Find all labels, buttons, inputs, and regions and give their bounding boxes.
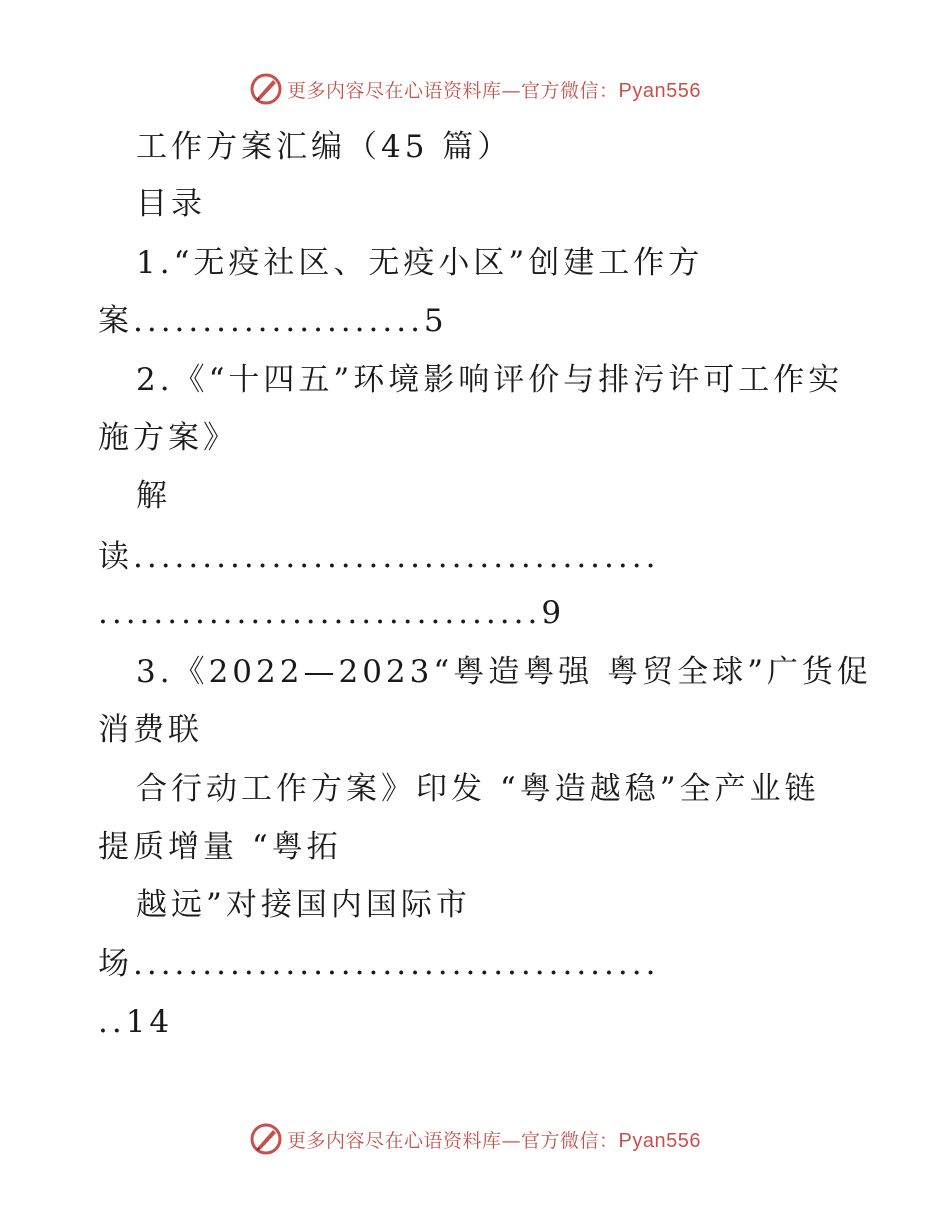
toc-line: 场......................................	[98, 946, 660, 982]
quill-pen-logo-icon	[249, 1122, 283, 1156]
toc-line: 提质增量 “粤拓	[98, 829, 342, 865]
toc-line: 解	[136, 478, 171, 514]
watermark-text: 更多内容尽在心语资料库—官方微信：Pyan556	[287, 1129, 701, 1152]
toc-heading: 目录	[136, 186, 206, 222]
footer-watermark	[0, 1122, 950, 1156]
wechat-id: Pyan556	[618, 1129, 701, 1152]
toc-line: 消费联	[98, 712, 203, 748]
toc-line: 施方案》	[98, 420, 238, 456]
toc-line: ................................9	[98, 595, 566, 631]
toc-line: 合行动工作方案》印发 “粤造越稳”全产业链	[136, 771, 820, 807]
toc-line: 1.“无疫社区、无疫小区”创建工作方	[136, 245, 704, 281]
toc-line: 读......................................	[98, 539, 660, 575]
toc-line: ..14	[98, 1004, 174, 1040]
toc-line: 2.《“十四五”环境影响评价与排污许可工作实	[136, 362, 844, 398]
watermark-text: 更多内容尽在心语资料库—官方微信：Pyan556	[287, 79, 701, 102]
header-watermark	[0, 72, 950, 106]
toc-line: 越远”对接国内国际市	[136, 887, 471, 923]
toc-line: 3.《2022—2023“粤造粤强 粤贸全球”广货促	[136, 654, 872, 690]
toc-line: 案.....................5	[98, 303, 448, 339]
wechat-id: Pyan556	[618, 79, 701, 102]
document-title: 工作方案汇编（45 篇）	[136, 129, 513, 165]
quill-pen-logo-icon	[249, 72, 283, 106]
